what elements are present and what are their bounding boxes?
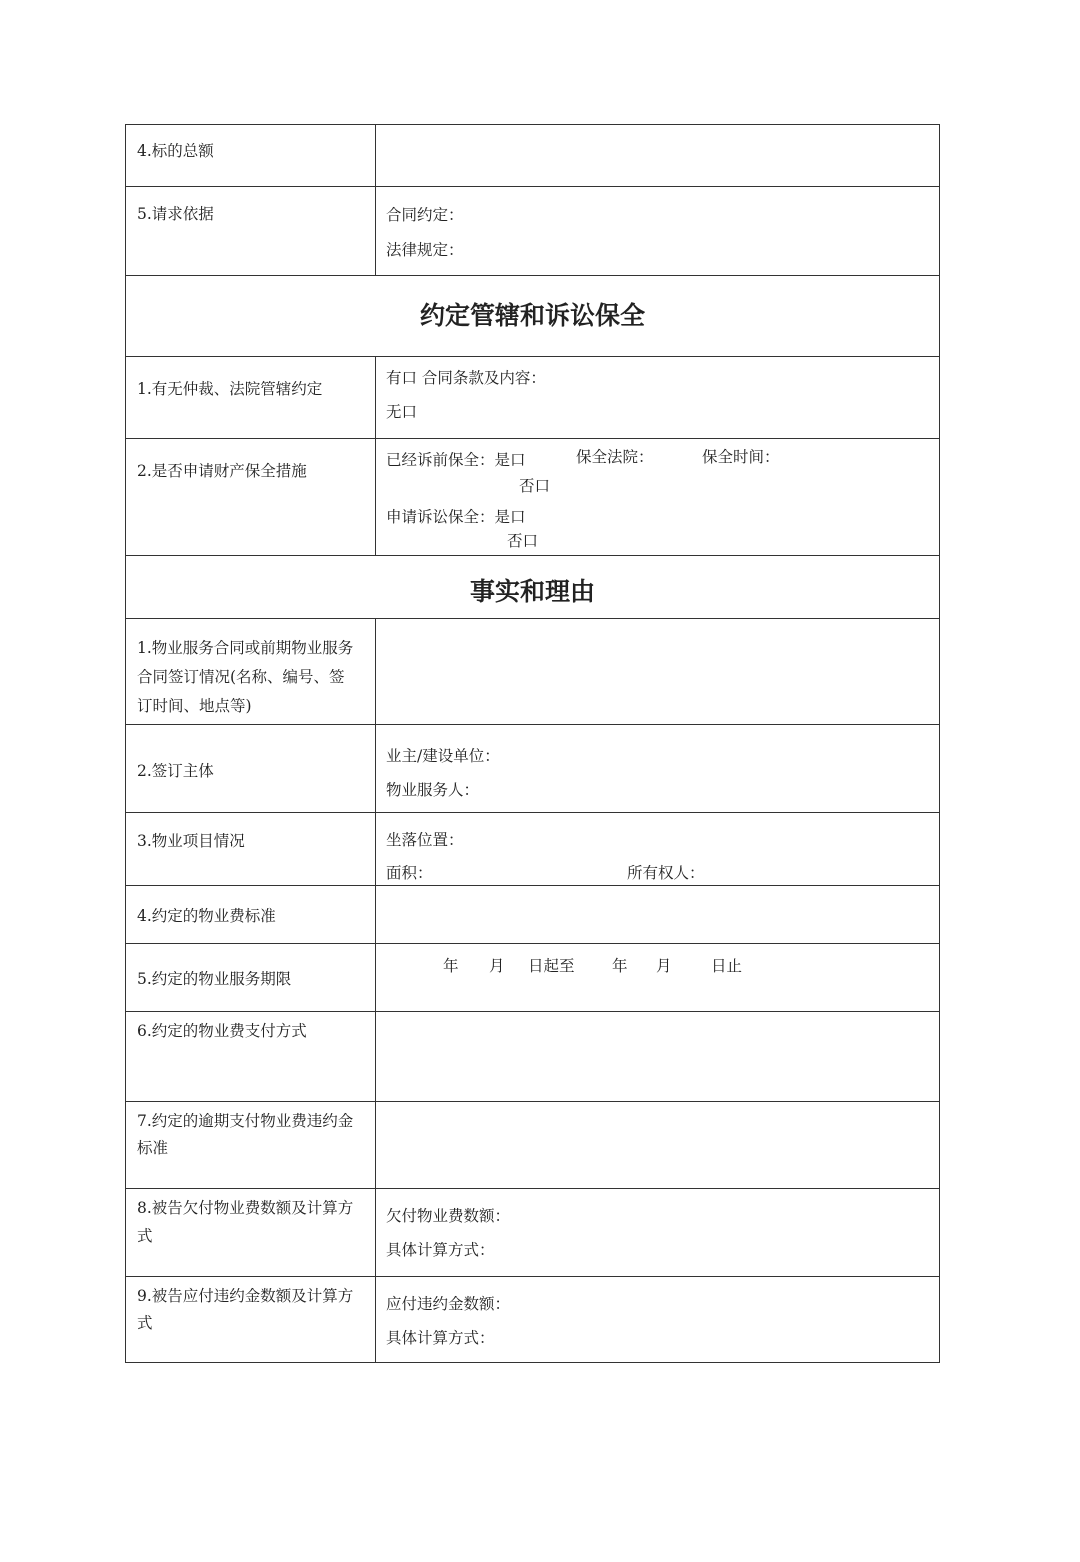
label: 3.物业项目情况 xyxy=(137,832,245,850)
value-cell[interactable] xyxy=(376,125,939,186)
row-service-period xyxy=(126,943,939,1011)
complaint-form-table xyxy=(125,124,940,1363)
value-cell[interactable] xyxy=(376,1012,939,1101)
value-cell[interactable] xyxy=(376,439,939,555)
value-cell[interactable] xyxy=(376,1189,939,1276)
value-cell[interactable] xyxy=(376,725,939,812)
start-month: 月 xyxy=(489,957,505,975)
label: 5.约定的物业服务期限 xyxy=(137,970,292,988)
label: 6.约定的物业费支付方式 xyxy=(137,1022,307,1040)
row-contract-signing xyxy=(126,618,939,724)
legal-provision: 法律规定： xyxy=(386,241,464,259)
preservation-time: 保全时间： xyxy=(702,448,780,466)
pre-suit-no[interactable]: 否口 xyxy=(519,477,551,495)
start-year: 年 xyxy=(443,957,459,975)
row-payment-method xyxy=(126,1011,939,1101)
option-no[interactable]: 无口 xyxy=(386,403,418,421)
penalty-amount: 应付违约金数额： xyxy=(386,1295,511,1313)
start-day: 日起至 xyxy=(528,957,575,975)
row-claim-total xyxy=(126,125,939,186)
service-provider-field: 物业服务人： xyxy=(386,781,480,799)
value-cell[interactable] xyxy=(376,813,939,885)
row-signing-parties xyxy=(126,724,939,812)
calculation-method: 具体计算方式： xyxy=(386,1329,495,1347)
section-header-facts xyxy=(126,555,939,618)
label-line: 7.约定的逾期支付物业费违约金 xyxy=(137,1112,354,1130)
row-late-penalty xyxy=(126,1101,939,1188)
label-line: 标准 xyxy=(137,1139,169,1157)
label: 5.请求依据 xyxy=(137,205,214,223)
row-fee-standard xyxy=(126,885,939,943)
litigation-yes[interactable]: 申请诉讼保全：是口 xyxy=(386,508,526,526)
label: 4.标的总额 xyxy=(137,142,214,160)
owner-right-field: 所有权人： xyxy=(627,864,705,882)
value-cell[interactable] xyxy=(376,886,939,943)
section-header-jurisdiction xyxy=(126,275,939,356)
end-day: 日止 xyxy=(711,957,743,975)
value-cell[interactable] xyxy=(376,1277,939,1362)
arrears-amount: 欠付物业费数额： xyxy=(386,1207,511,1225)
label-line: 9.被告应付违约金数额及计算方 xyxy=(137,1287,354,1305)
label-line: 式 xyxy=(137,1227,153,1245)
location-field: 坐落位置： xyxy=(386,831,464,849)
area-field: 面积： xyxy=(386,864,433,882)
row-preservation xyxy=(126,438,939,555)
contract-agreement: 合同约定： xyxy=(386,206,464,224)
row-claim-basis xyxy=(126,186,939,275)
pre-suit-yes[interactable]: 已经诉前保全：是口 xyxy=(386,451,526,469)
label-line: 合同签订情况(名称、编号、签 xyxy=(137,668,345,686)
label: 2.是否申请财产保全措施 xyxy=(137,462,307,480)
row-property-project xyxy=(126,812,939,885)
section-title: 约定管辖和诉讼保全 xyxy=(419,301,645,330)
litigation-no[interactable]: 否口 xyxy=(507,532,539,550)
value-cell[interactable] xyxy=(376,1102,939,1188)
section-title: 事实和理由 xyxy=(469,577,595,606)
label-line: 式 xyxy=(137,1314,153,1332)
preservation-court: 保全法院： xyxy=(576,448,654,466)
owner-field: 业主/建设单位： xyxy=(386,747,500,765)
value-cell[interactable] xyxy=(376,944,939,1011)
row-penalty-amount xyxy=(126,1276,939,1362)
label: 4.约定的物业费标准 xyxy=(137,907,276,925)
label-line: 订时间、地点等) xyxy=(137,697,252,715)
row-arbitration xyxy=(126,356,939,438)
option-yes[interactable]: 有口 合同条款及内容： xyxy=(386,369,546,387)
row-arrears xyxy=(126,1188,939,1276)
value-cell[interactable] xyxy=(376,619,939,724)
label-line: 8.被告欠付物业费数额及计算方 xyxy=(137,1199,354,1217)
value-cell[interactable] xyxy=(376,187,939,275)
value-cell[interactable] xyxy=(376,357,939,438)
calculation-method: 具体计算方式： xyxy=(386,1241,495,1259)
label: 1.有无仲裁、法院管辖约定 xyxy=(137,380,323,398)
label-line: 1.物业服务合同或前期物业服务 xyxy=(137,639,354,657)
end-month: 月 xyxy=(656,957,672,975)
end-year: 年 xyxy=(612,957,628,975)
label: 2.签订主体 xyxy=(137,762,214,780)
